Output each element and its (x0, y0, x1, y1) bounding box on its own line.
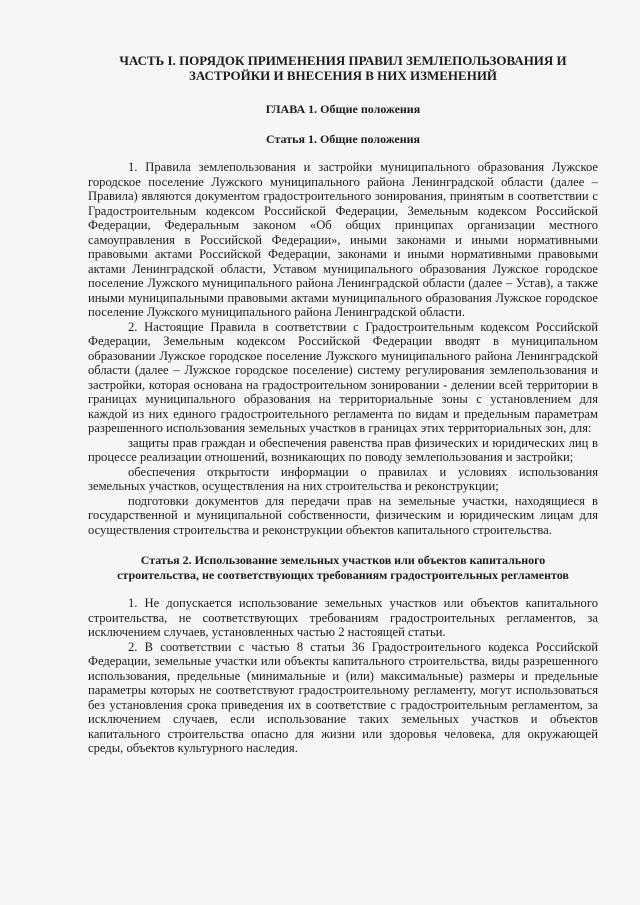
part-title (88, 53, 598, 83)
chapter-title: ГЛАВА 1. Общие положения (265, 102, 421, 116)
article1-title: Статья 1. Общие положения (265, 132, 421, 146)
part-title-line1: ЧАСТЬ I. ПОРЯДОК ПРИМЕНЕНИЯ ПРАВИЛ ЗЕМЛЕПОЛЬЗОВАНИЯ И (119, 53, 567, 68)
article1-paragraph-2: 2. Настоящие Правила в соответствии с Градостроительным кодексом Российской Федерации, Земельным кодексом Российской Федерации вводят в муниципальном образовании Лужское городское поселение Лужского муниципального района Ленинградской области (далее – Лужское городское поселение) систему регулирования землепользования и застройки, которая основана на градостроительном зонировании - делении всей территории в границах муниципального образования на территориальные зоны с установлением для каждой из них единого градостроительного регламента по видам и предельным параметрам разрешенного использования земельных участков в границах этих территориальных зон, для: (88, 319, 598, 435)
article1-body (88, 160, 598, 537)
article1-paragraph-1: 1. Правила землепользования и застройки муниципального образования Лужское городское поселение Лужского муниципального района Ленинградской области (далее – Правила) являются документом градостроительного зонирования, принятым в соответствии с Градостроительным кодексом Российской Федерации, Земельным кодексом Российской Федерации, Федеральным законом «Об общих принципах организации местного самоуправления в Российской Федерации», иными законами и иными нормативными правовыми актами Российской Федерации, законами и иными нормативными правовыми актами Ленинградской области, Уставом муниципального образования Лужское городское поселение Лужского муниципального района Ленинградской области (далее – Устав), а также иными муниципальными правовыми актами муниципального образования Лужское городское поселение Лужского муниципального района Ленинградской области. (88, 160, 598, 319)
article2-title-line1: Статья 2. Использование земельных участков или объектов капитального (140, 553, 546, 567)
article2-body (88, 596, 598, 756)
part-title-line2: ЗАСТРОЙКИ И ВНЕСЕНИЯ В НИХ ИЗМЕНЕНИЙ (188, 68, 498, 83)
article1-paragraph-3: защиты прав граждан и обеспечения равенства прав физических и юридических лиц в процессе реализации отношений, возникающих по поводу землепользования и застройки; (88, 435, 598, 464)
article2-paragraph-1: 1. Не допускается использование земельных участков или объектов капитального строительства, не соответствующих требованиям градостроительных регламентов, за исключением случаев, установленных частью 2 настоящей статьи. (88, 596, 598, 639)
article2-title-line2: строительства, не соответствующих требованиям градостроительных регламентов (117, 568, 569, 582)
article2-paragraph-2: 2. В соответствии с частью 8 статьи 36 Градостроительного кодекса Российской Федерации, земельные участки или объекты капитального строительства, виды разрешенного использования, предельные (минимальные и (или) максимальные) размеры и предельные параметры которых не соответствуют градостроительному регламенту, могут использоваться без установления срока приведения их в соответствие с градостроительным регламентом, за исключением случаев, если использование таких земельных участков и объектов капитального строительства опасно для жизни или здоровья человека, для окружающей среды, объектов культурного наследия. (88, 639, 598, 755)
article1-paragraph-5: подготовки документов для передачи прав на земельные участки, находящиеся в государственной и муниципальной собственности, физическим и юридическим лицам для осуществления строительства и реконструкции объектов капитального строительства. (88, 493, 598, 537)
article2-title (88, 553, 598, 583)
document-content (88, 53, 598, 756)
article1-paragraph-4: обеспечения открытости информации о правилах и условиях использования земельных участков, осуществления на них строительства и реконструкции; (88, 464, 598, 493)
